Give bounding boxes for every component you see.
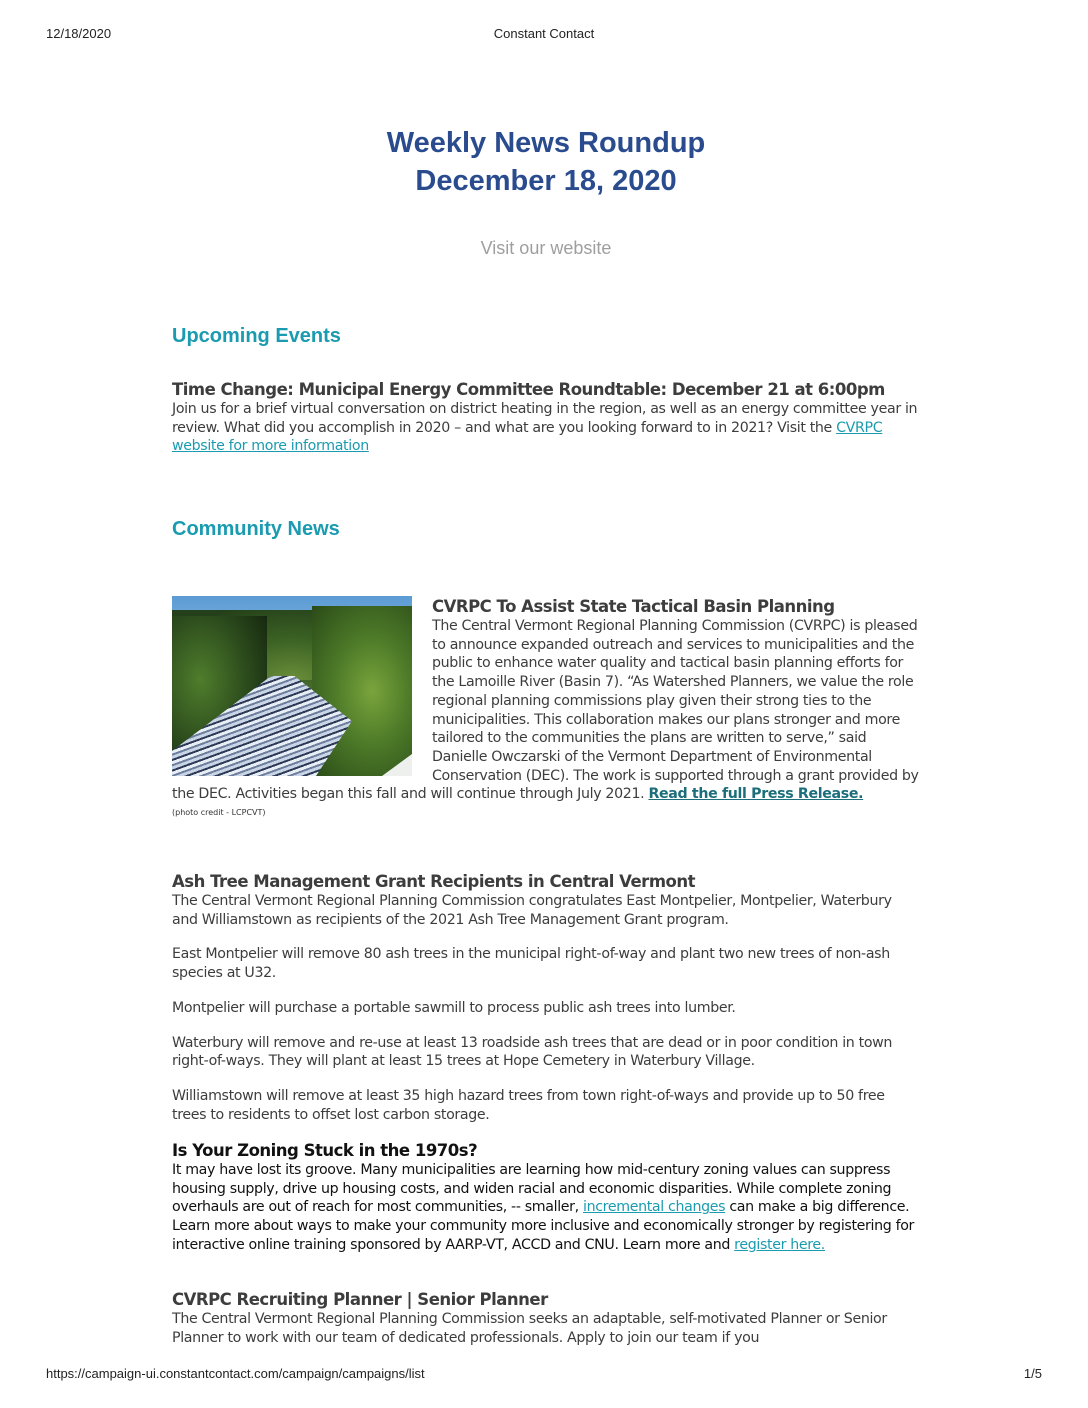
newsletter-title — [172, 124, 920, 200]
event-title: Time Change: Municipal Energy Committee Roundtable: December 21 at 6:00pm — [172, 380, 885, 399]
event-body — [172, 400, 920, 456]
news-title: Is Your Zoning Stuck in the 1970s? — [172, 1141, 478, 1160]
print-header — [0, 26, 1088, 44]
news-paragraph: The Central Vermont Regional Planning Commission congratulates East Montpelier, Montpelier, Waterbury and Williamstown as recipients of the 2021 Ash Tree Management Grant program. — [172, 893, 892, 928]
news-body-text: can make a big difference. Learn more about ways to make your community more inclusive and economically stronger by registering for interactive online training sponsored by AARP-VT, ACCD and CNU. Learn more and — [172, 1199, 915, 1253]
news-item-recruiting — [172, 1289, 920, 1347]
print-header-date: 12/18/2020 — [46, 26, 112, 41]
section-heading-upcoming-events: Upcoming Events — [172, 325, 341, 347]
print-footer — [0, 1366, 1088, 1384]
news-paragraph: Montpelier will purchase a portable sawmill to process public ash trees into lumber. — [172, 999, 736, 1016]
event-item — [172, 379, 920, 456]
river-photo-icon — [172, 596, 412, 776]
newsletter-title-line1: Weekly News Roundup — [386, 127, 706, 159]
photo-credit: (photo credit - LCPCVT) — [172, 808, 266, 818]
press-release-link[interactable]: Read the full Press Release. — [648, 786, 864, 803]
news-item-zoning — [172, 1140, 920, 1255]
print-footer-url: https://campaign-ui.constantcontact.com/campaign/campaigns/list — [46, 1366, 425, 1381]
print-header-title: Constant Contact — [493, 26, 595, 41]
news-body: The Central Vermont Regional Planning Commission seeks an adaptable, self-motivated Planner or Senior Planner to work with our team of dedicated professionals. Apply to join our team if you — [172, 1311, 887, 1346]
news-paragraph: East Montpelier will remove 80 ash trees in the municipal right-of-way and plant two new trees of non-ash species at U32. — [172, 946, 890, 982]
print-footer-page-number: 1/5 — [1023, 1366, 1042, 1381]
register-here-link[interactable]: register here. — [734, 1236, 825, 1253]
news-item-ash-tree — [172, 871, 920, 1124]
newsletter-date: December 18, 2020 — [415, 165, 677, 197]
cvrpc-website-link[interactable]: CVRPC website for more information — [172, 419, 883, 455]
news-body-text: It may have lost its groove. Many municipalities are learning how mid-century zoning values can suppress housing supply, drive up housing costs, and widen racial and economic disparities. While complete zoning overhauls are out of reach for most communities, -- smaller, — [172, 1162, 892, 1216]
news-item-basin-planning — [172, 596, 920, 817]
event-body-text: Join us for a brief virtual conversation on district heating in the region, as well as an energy committee year in review. What did you accomplish in 2020 – and what are you looking forward to in 2021? Visit the — [172, 401, 918, 436]
news-title: Ash Tree Management Grant Recipients in Central Vermont — [172, 872, 695, 891]
news-body — [172, 1161, 920, 1255]
section-heading-community-news: Community News — [172, 518, 340, 540]
news-title: CVRPC Recruiting Planner | Senior Planner — [172, 1290, 548, 1309]
news-paragraph: Williamstown will remove at least 35 high hazard trees from town right-of-ways and provide up to 50 free trees to residents to offset lost carbon storage. — [172, 1087, 885, 1123]
news-title: CVRPC To Assist State Tactical Basin Planning — [432, 597, 835, 616]
visit-website-link[interactable]: Visit our website — [480, 238, 612, 258]
news-body-text: The Central Vermont Regional Planning Commission (CVRPC) is pleased to announce expanded outreach and services to municipalities and the public to enhance water quality and tactical basin planning efforts for the Lamoille River (Basin 7). “As Watershed Planners, we value the role regional planning commissions play given their strong ties to the municipalities. This collaboration makes our plans stronger and more tailored to the communities the plans are written to serve,” said Danielle Owczarski of the Vermont Department of Environmental Conservation (DEC). The work is supported through a grant provided by the DEC. Activities began this fall and will continue through July 2021. — [172, 618, 919, 803]
incremental-changes-link[interactable]: incremental changes — [582, 1199, 726, 1216]
news-paragraph: Waterbury will remove and re-use at least 13 roadside ash trees that are dead or in poor condition in town right-of-ways. They will plant at least 15 trees at Hope Cemetery in Waterbury Village. — [172, 1034, 893, 1070]
